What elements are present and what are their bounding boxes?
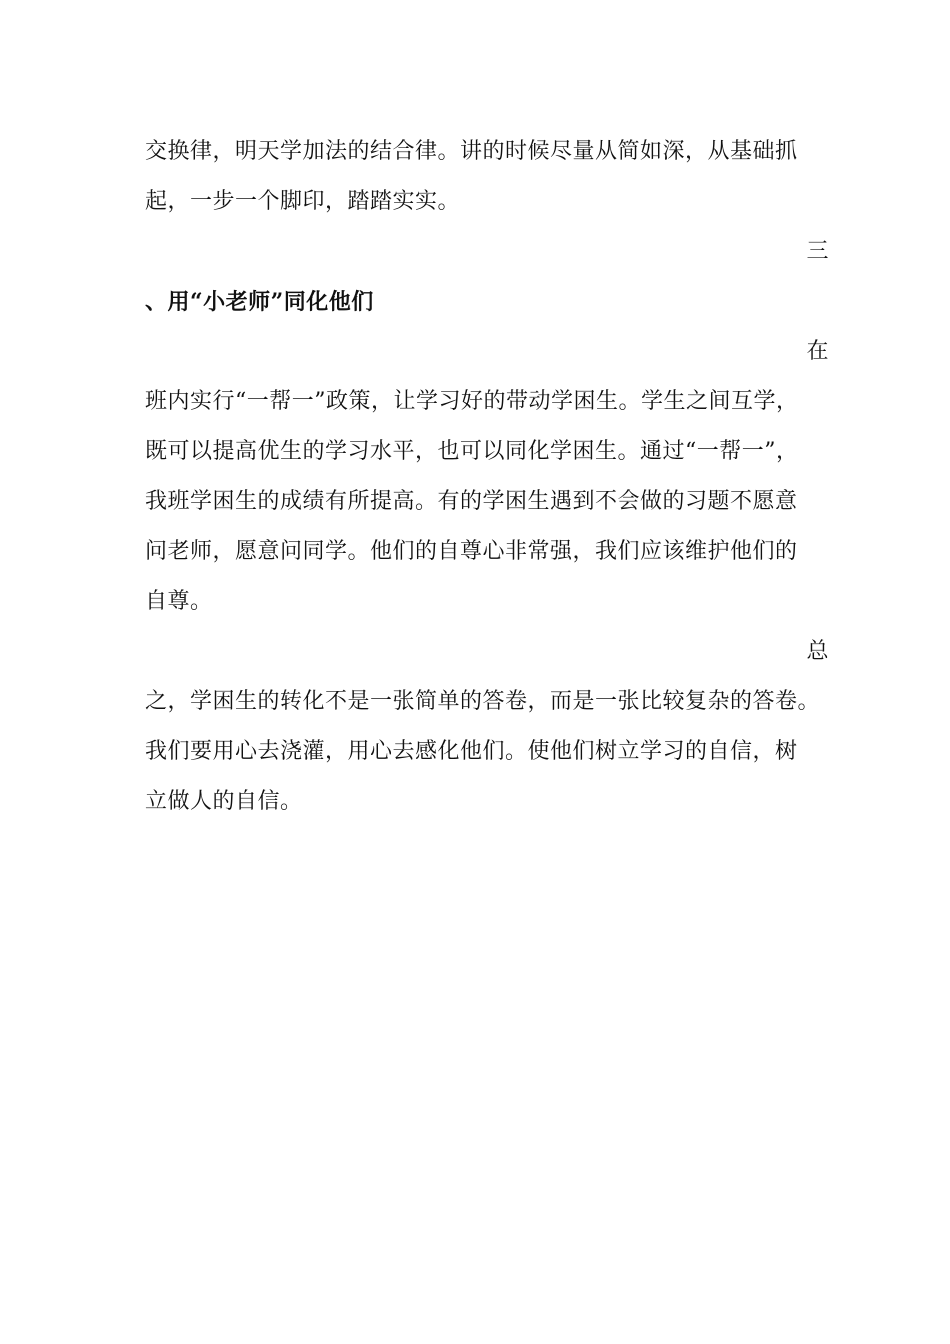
paragraph-line: 起，一步一个脚印，踏踏实实。 — [145, 189, 461, 214]
paragraph-line: 我们要用心去浇灌，用心去感化他们。使他们树立学习的自信，树 — [145, 739, 798, 764]
paragraph-line: 既可以提高优生的学习水平，也可以同化学困生。通过“一帮一”， — [145, 439, 799, 464]
paragraph-line: 班内实行“一帮一”政策，让学习好的带动学困生。学生之间互学， — [145, 389, 799, 414]
paragraph-line: 之，学困生的转化不是一张简单的答卷，而是一张比较复杂的答卷。 — [145, 689, 821, 714]
paragraph-line: 总 — [806, 639, 829, 664]
paragraph-line: 立做人的自信。 — [145, 789, 303, 814]
paragraph-line: 交换律，明天学加法的结合律。讲的时候尽量从简如深，从基础抓 — [145, 139, 798, 164]
section-number: 三 — [806, 239, 829, 264]
paragraph-line: 在 — [806, 339, 829, 364]
paragraph-line: 我班学困生的成绩有所提高。有的学困生遇到不会做的习题不愿意 — [145, 489, 798, 514]
paragraph-line: 自尊。 — [145, 589, 213, 614]
paragraph-line: 问老师，愿意问同学。他们的自尊心非常强，我们应该维护他们的 — [145, 539, 798, 564]
section-heading: 、用“小老师”同化他们 — [145, 289, 374, 315]
